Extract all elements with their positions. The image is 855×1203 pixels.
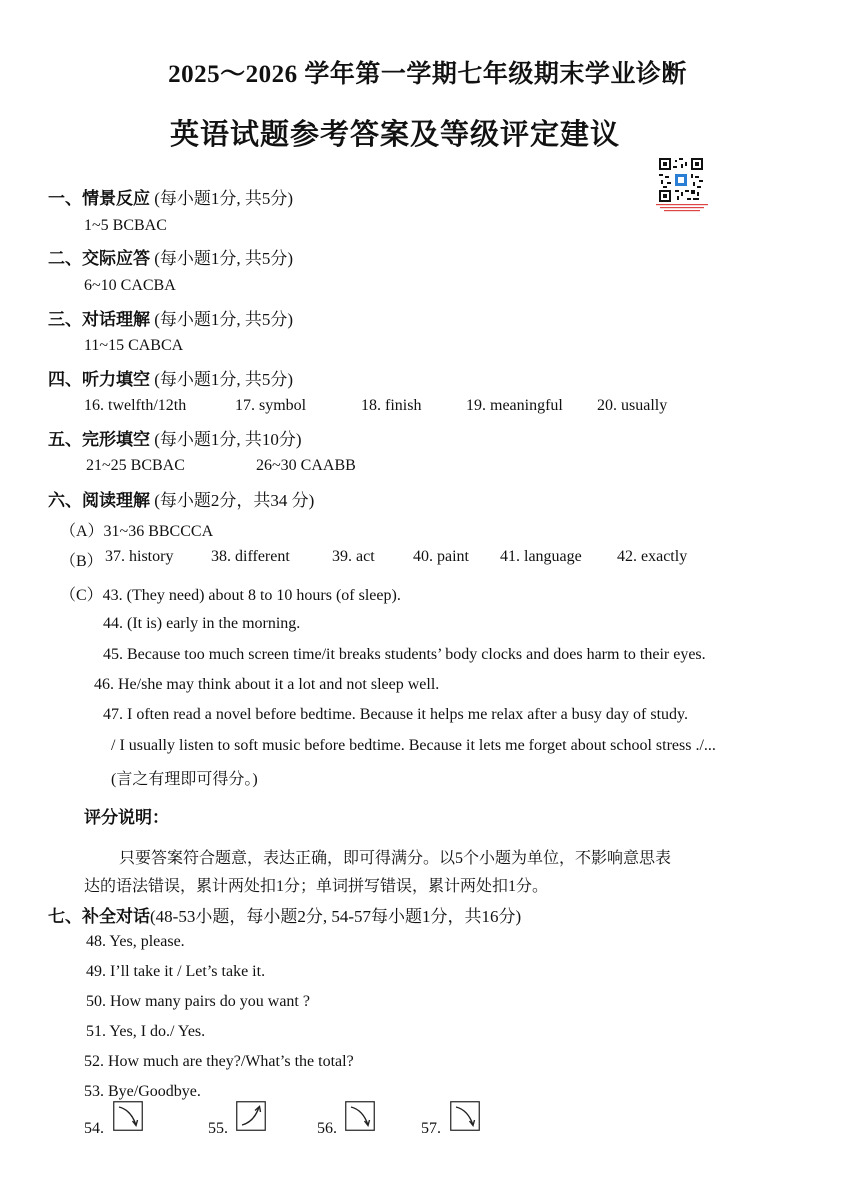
section-6-part-b-item: 40. paint <box>413 548 469 565</box>
answer-44: 44. (It is) early in the morning. <box>103 615 301 632</box>
falling-tone-arrow-icon <box>113 1101 143 1131</box>
section-6-part-b-item: 39. act <box>332 548 375 565</box>
section-4-item: 19. meaningful <box>466 397 563 414</box>
answer-56-label: 56. <box>317 1120 337 1137</box>
section-4-item: 16. twelfth/12th <box>84 397 187 414</box>
answer-46: 46. He/she may think about it a lot and not sleep well. <box>94 676 440 693</box>
section-4-heading: 四、听力填空 (每小题1分, 共5分) <box>48 370 294 389</box>
answer-55-label: 55. <box>208 1120 228 1137</box>
section-7-heading: 七、补全对话(48-53小题，每小题2分, 54-57每小题1分，共16分) <box>48 907 522 926</box>
answer-50: 50. How many pairs do you want ? <box>86 993 310 1010</box>
qr-caption-decoration <box>654 203 710 213</box>
answer-47: 47. I often read a novel before bedtime. Because it helps me relax after a busy day of study. <box>103 706 688 723</box>
grading-heading: 评分说明： <box>84 808 169 827</box>
section-2-heading: 二、交际应答 (每小题1分, 共5分) <box>48 249 294 268</box>
page-title: 2025～2026 学年第一学期七年级期末学业诊断 <box>168 61 687 88</box>
section-2-answers: 6~10 CACBA <box>84 277 176 294</box>
answer-51: 51. Yes, I do./ Yes. <box>86 1023 206 1040</box>
falling-tone-arrow-icon <box>450 1101 480 1131</box>
section-6-part-b-item: 38. different <box>211 548 290 565</box>
section-5-item: 26~30 CAABB <box>256 457 356 474</box>
section-1-heading: 一、情景反应 (每小题1分, 共5分) <box>48 189 294 208</box>
answer-54-label: 54. <box>84 1120 104 1137</box>
falling-tone-arrow-icon <box>345 1101 375 1131</box>
section-6-part-a: （A）31~36 BBCCCA <box>60 523 214 540</box>
section-6-heading: 六、阅读理解 (每小题2分，共34 分) <box>48 491 315 510</box>
section-6-part-b-item: 37. history <box>105 548 174 565</box>
answer-47-alt: / I usually listen to soft music before bedtime. Because it lets me forget about school stress ./... <box>111 737 716 754</box>
section-4-item: 17. symbol <box>235 397 307 414</box>
section-3-answers: 11~15 CABCA <box>84 337 184 354</box>
answer-53: 53. Bye/Goodbye. <box>84 1083 201 1100</box>
section-6-part-b-label: （B） <box>60 553 103 570</box>
section-1-answers: 1~5 BCBAC <box>84 217 167 234</box>
answer-48: 48. Yes, please. <box>86 933 185 950</box>
section-4-item: 18. finish <box>361 397 422 414</box>
section-5-heading: 五、完形填空 (每小题1分, 共10分) <box>48 430 302 449</box>
answer-49: 49. I’ll take it / Let’s take it. <box>86 963 266 980</box>
answer-47-note: (言之有理即可得分。) <box>111 771 258 788</box>
section-6-part-b-item: 41. language <box>500 548 582 565</box>
rising-tone-arrow-icon <box>236 1101 266 1131</box>
section-6-part-b-item: 42. exactly <box>617 548 688 565</box>
answer-45: 45. Because too much screen time/it breaks students’ body clocks and does harm to their eyes. <box>103 646 706 663</box>
answer-52: 52. How much are they?/What’s the total? <box>84 1053 354 1070</box>
qr-code-icon <box>659 158 703 202</box>
grading-text-line-1: 只要答案符合题意，表达正确，即可得满分。以5个小题为单位，不影响意思表 <box>119 850 672 867</box>
section-4-item: 20. usually <box>597 397 668 414</box>
answer-57-label: 57. <box>421 1120 441 1137</box>
grading-text-line-2: 达的语法错误，累计两处扣1分；单词拼写错误，累计两处扣1分。 <box>84 878 549 895</box>
section-3-heading: 三、对话理解 (每小题1分, 共5分) <box>48 310 294 329</box>
page-subtitle: 英语试题参考答案及等级评定建议 <box>169 119 620 151</box>
section-5-item: 21~25 BCBAC <box>86 457 185 474</box>
section-6-part-c: （C）43. (They need) about 8 to 10 hours (of sleep). <box>60 587 401 604</box>
